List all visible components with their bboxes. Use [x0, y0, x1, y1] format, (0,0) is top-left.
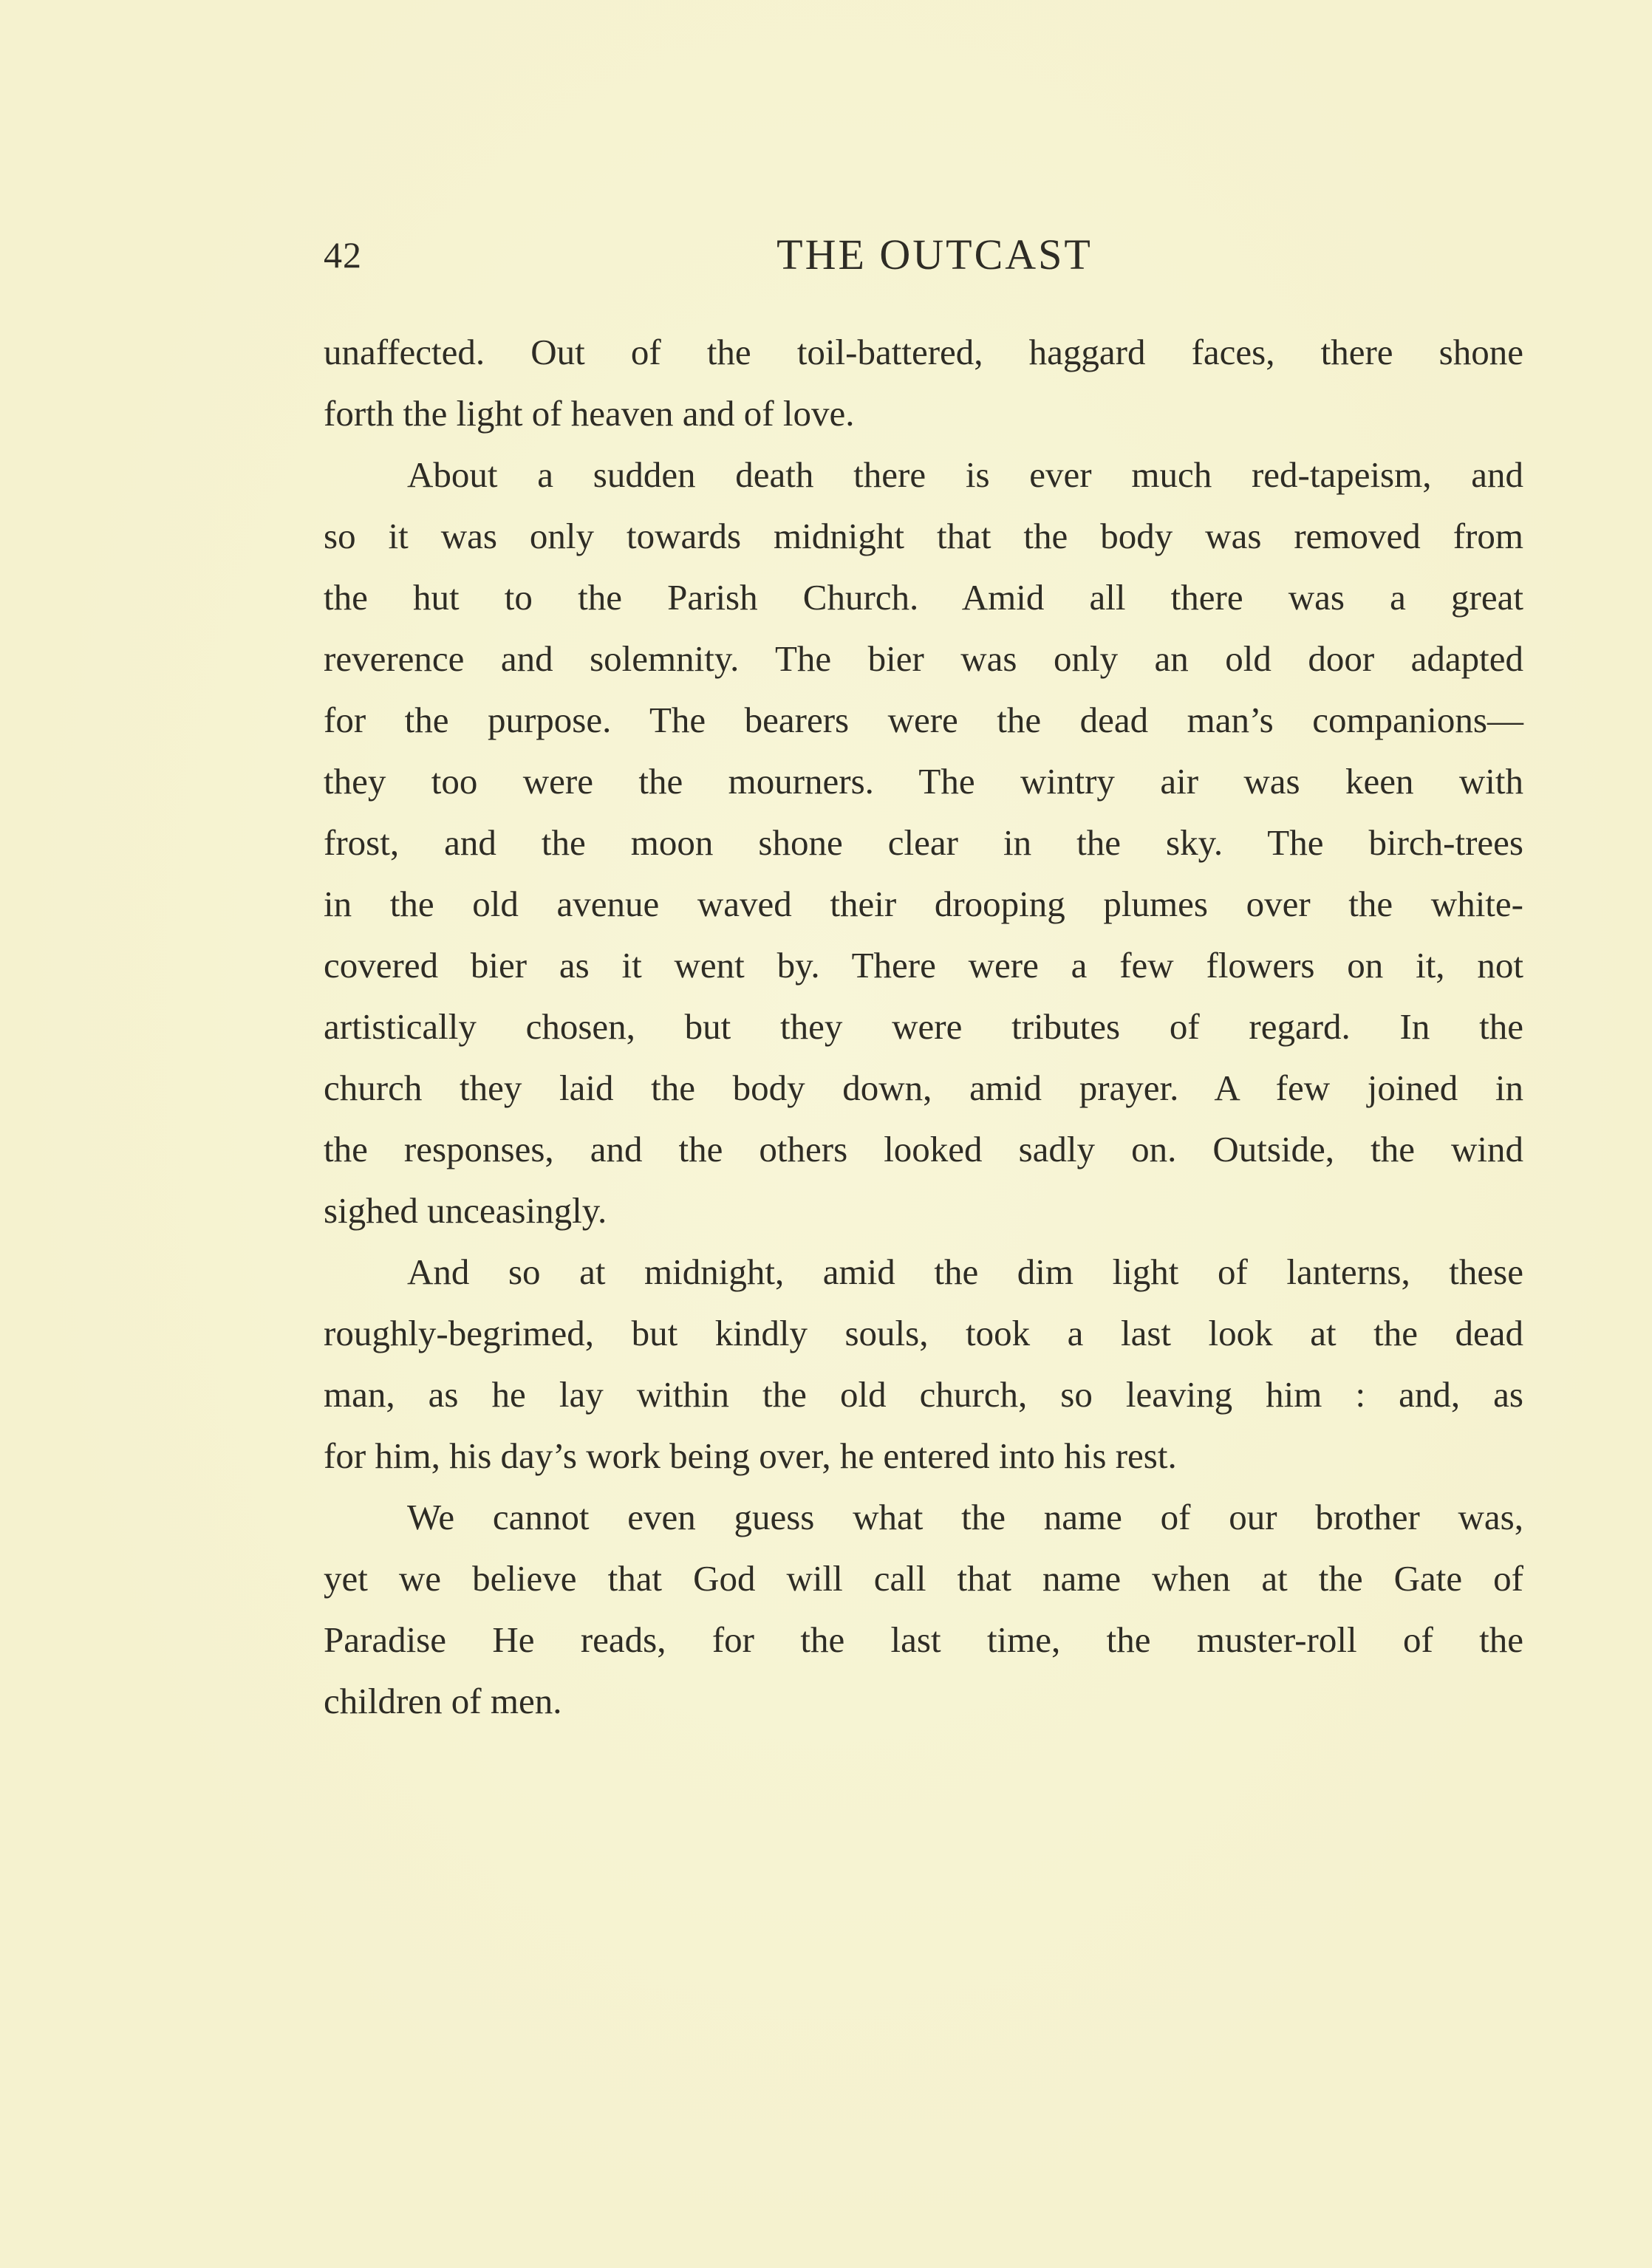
text-line: reverence and solemnity. The bier was only an old door adapted: [324, 638, 1523, 679]
paragraph-2: [324, 444, 1523, 1241]
running-title: THE OUTCAST: [776, 230, 1093, 279]
text-line: Paradise He reads, for the last time, the muster-roll of the: [324, 1619, 1523, 1660]
text-line: they too were the mourners. The wintry air was keen with: [324, 761, 1523, 802]
text-line: for the purpose. The bearers were the dead man’s companions—: [324, 700, 1523, 740]
text-line: children of men.: [324, 1681, 562, 1721]
body-text: [324, 321, 1523, 1732]
text-line: for him, his day’s work being over, he entered into his rest.: [324, 1435, 1177, 1476]
running-head: [324, 225, 1523, 284]
text-line: About a sudden death there is ever much red-tapeism, and: [407, 454, 1523, 495]
text-line: the responses, and the others looked sadly on. Outside, the wind: [324, 1129, 1523, 1169]
paragraph-3: [324, 1241, 1523, 1486]
text-line: forth the light of heaven and of love.: [324, 393, 855, 434]
text-line: frost, and the moon shone clear in the sky. The birch-trees: [324, 822, 1523, 863]
text-line: We cannot even guess what the name of our brother was,: [407, 1497, 1523, 1537]
text-line: sighed unceasingly.: [324, 1190, 607, 1231]
text-line: in the old avenue waved their drooping plumes over the white-: [324, 884, 1523, 924]
text-line: the hut to the Parish Church. Amid all there was a great: [324, 577, 1523, 618]
page-number: 42: [324, 234, 362, 276]
text-line: man, as he lay within the old church, so leaving him : and, as: [324, 1374, 1523, 1415]
text-line: yet we believe that God will call that name when at the Gate of: [324, 1558, 1523, 1599]
paragraph-4: [324, 1486, 1523, 1732]
text-line: roughly-begrimed, but kindly souls, took a last look at the dead: [324, 1313, 1523, 1353]
text-line: unaffected. Out of the toil-battered, haggard faces, there shone: [324, 332, 1523, 372]
paragraph-1: [324, 321, 1523, 444]
text-line: And so at midnight, amid the dim light of lanterns, these: [407, 1251, 1523, 1292]
text-line: covered bier as it went by. There were a few flowers on it, not: [324, 945, 1523, 986]
text-line: church they laid the body down, amid prayer. A few joined in: [324, 1068, 1523, 1108]
text-line: artistically chosen, but they were tributes of regard. In the: [324, 1006, 1523, 1047]
text-line: so it was only towards midnight that the body was removed from: [324, 516, 1523, 556]
